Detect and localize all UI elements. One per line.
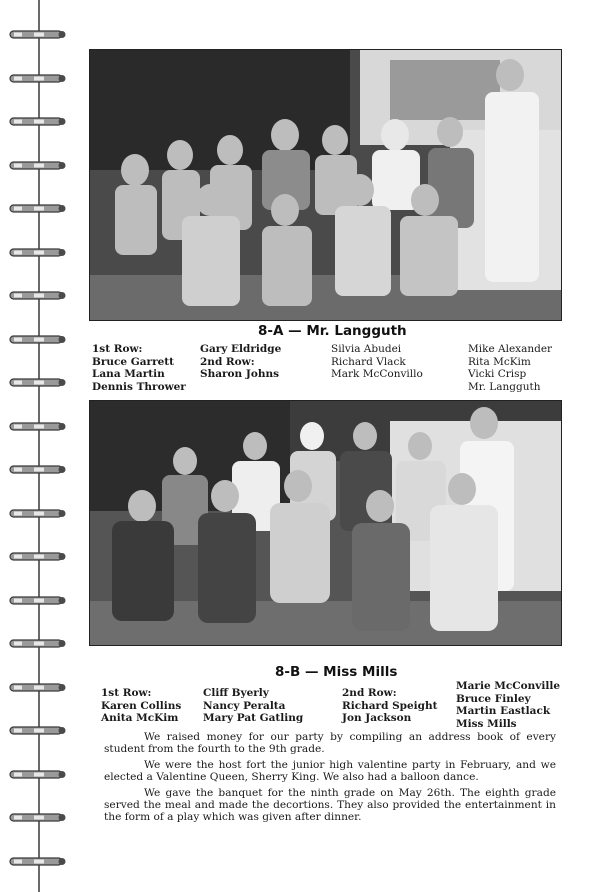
binding-coil	[8, 201, 68, 217]
binding-coil	[8, 375, 68, 391]
binding-coil	[8, 506, 68, 522]
section-a-col-2	[200, 343, 281, 381]
binding-coil	[8, 288, 68, 304]
body-text	[104, 731, 556, 827]
section-a-col-3	[331, 343, 423, 381]
student-name: Richard Speight	[342, 699, 438, 712]
binding-coil	[8, 723, 68, 739]
spiral-binding	[0, 0, 72, 892]
binding-coil	[8, 636, 68, 652]
binding-coil	[8, 767, 68, 783]
student-name: Lana Martin	[92, 368, 165, 380]
student-name: Bruce Finley	[456, 692, 531, 705]
student-name: Mark McConvillo	[331, 368, 423, 380]
binding-coil	[8, 332, 68, 348]
paragraph-valentine-party: We were the host fort the junior high valentine party in February, and we elected a Valentine Queen, Sherry King. We also had a balloon dance.	[104, 758, 556, 784]
student-name: Gary Eldridge	[200, 343, 282, 355]
paragraph-address-book: We raised money for our party by compiling an address book of every student from the fourth to the 9th grade.	[104, 731, 556, 756]
binding-coil	[8, 245, 68, 261]
binding-coil	[8, 680, 68, 696]
binding-coil	[8, 549, 68, 565]
binding-coil	[8, 114, 68, 130]
binding-spine	[38, 0, 40, 892]
binding-coil	[8, 71, 68, 87]
row-label: 1st Row:	[92, 343, 143, 355]
student-name: Karen Collins	[101, 699, 182, 712]
student-name: Mary Pat Gatling	[203, 712, 304, 724]
photo-8b-image	[90, 401, 561, 645]
student-name: Martin Eastlack	[456, 705, 551, 717]
paragraph-banquet: We gave the banquet for the ninth grade on May 26th. The eighth grade served the meal and made the decortions. They also provided the entertainment in the form of a play which was given after dinner.	[104, 786, 556, 824]
binding-coil	[8, 27, 68, 43]
teacher-name: Miss Mills	[456, 717, 517, 730]
section-b-col-1	[101, 687, 181, 725]
section-b-col-3	[342, 687, 438, 725]
student-name: Vicki Crisp	[468, 368, 527, 380]
section-b-col-4	[456, 680, 560, 730]
binding-coil	[8, 854, 68, 870]
student-name: Richard Vlack	[331, 355, 406, 368]
binding-coil	[8, 593, 68, 609]
student-name: Silvia Abudei	[331, 343, 402, 355]
teacher-name: Mr. Langguth	[468, 380, 541, 393]
student-name: Cliff Byerly	[203, 687, 269, 699]
student-name: Marie McConville	[456, 680, 561, 692]
student-name: Mike Alexander	[468, 343, 553, 355]
binding-coil	[8, 419, 68, 435]
student-name: Dennis Thrower	[92, 380, 186, 393]
class-photo-8a	[89, 49, 562, 321]
student-name: Jon Jackson	[342, 712, 412, 724]
student-name: Rita McKim	[468, 355, 531, 368]
student-name: Bruce Garrett	[92, 355, 174, 368]
section-a-col-4	[468, 343, 552, 393]
section-a-title: 8-A — Mr. Langguth	[258, 323, 407, 339]
student-name: Sharon Johns	[200, 368, 279, 380]
student-name: Anita McKim	[101, 712, 179, 724]
row-label: 1st Row:	[101, 687, 152, 699]
section-b-col-2	[203, 687, 303, 725]
row-label: 2nd Row:	[200, 355, 255, 368]
section-a-col-1	[92, 343, 186, 393]
photo-8a-image	[90, 50, 561, 320]
section-b-title: 8-B — Miss Mills	[275, 664, 398, 680]
class-photo-8b	[89, 400, 562, 646]
binding-coil	[8, 158, 68, 174]
row-label: 2nd Row:	[342, 687, 397, 699]
binding-coil	[8, 462, 68, 478]
student-name: Nancy Peralta	[203, 699, 286, 712]
binding-coil	[8, 810, 68, 826]
